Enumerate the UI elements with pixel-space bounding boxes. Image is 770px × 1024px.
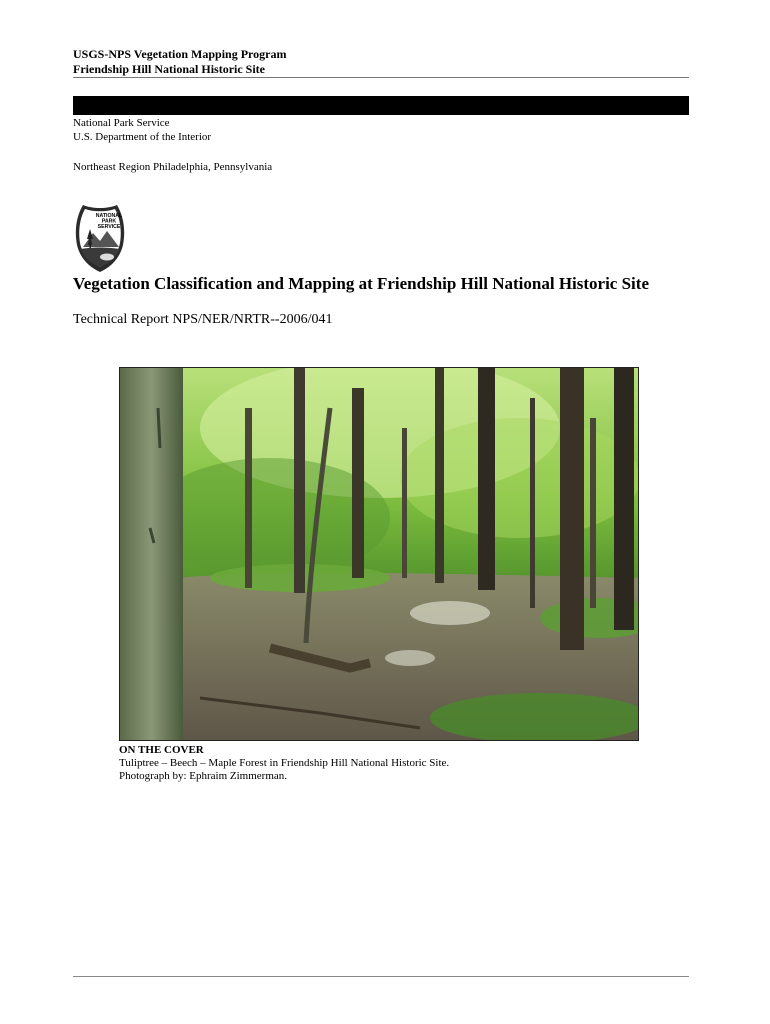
header-divider bbox=[73, 77, 689, 78]
caption-credit: Photograph by: Ephraim Zimmerman. bbox=[119, 770, 288, 782]
nps-arrowhead-logo-icon bbox=[73, 203, 127, 273]
site-name: Friendship Hill National Historic Site bbox=[73, 62, 266, 76]
agency-block bbox=[73, 116, 211, 144]
caption-heading: ON THE COVER bbox=[119, 744, 204, 756]
caption-description: Tuliptree – Beech – Maple Forest in Friendship Hill National Historic Site. bbox=[119, 757, 450, 769]
cover-caption bbox=[119, 744, 449, 783]
program-name: USGS-NPS Vegetation Mapping Program bbox=[73, 47, 287, 61]
logo-word-3: SERVICE bbox=[97, 224, 121, 230]
agency-service: National Park Service bbox=[73, 117, 170, 129]
running-header bbox=[73, 47, 689, 77]
footer-divider bbox=[73, 976, 689, 977]
logo-word-2: PARK bbox=[101, 218, 117, 225]
forest-photo-icon bbox=[120, 368, 639, 741]
black-banner bbox=[73, 96, 689, 115]
report-number: Technical Report NPS/NER/NRTR--2006/041 bbox=[73, 312, 333, 327]
agency-department: U.S. Department of the Interior bbox=[73, 131, 212, 143]
cover-photo bbox=[119, 367, 639, 741]
document-title: Vegetation Classification and Mapping at Friendship Hill National Historic Site bbox=[73, 274, 649, 293]
agency-region: Northeast Region Philadelphia, Pennsylvania bbox=[73, 161, 273, 173]
logo-word-1: NATIONAL bbox=[95, 213, 123, 219]
